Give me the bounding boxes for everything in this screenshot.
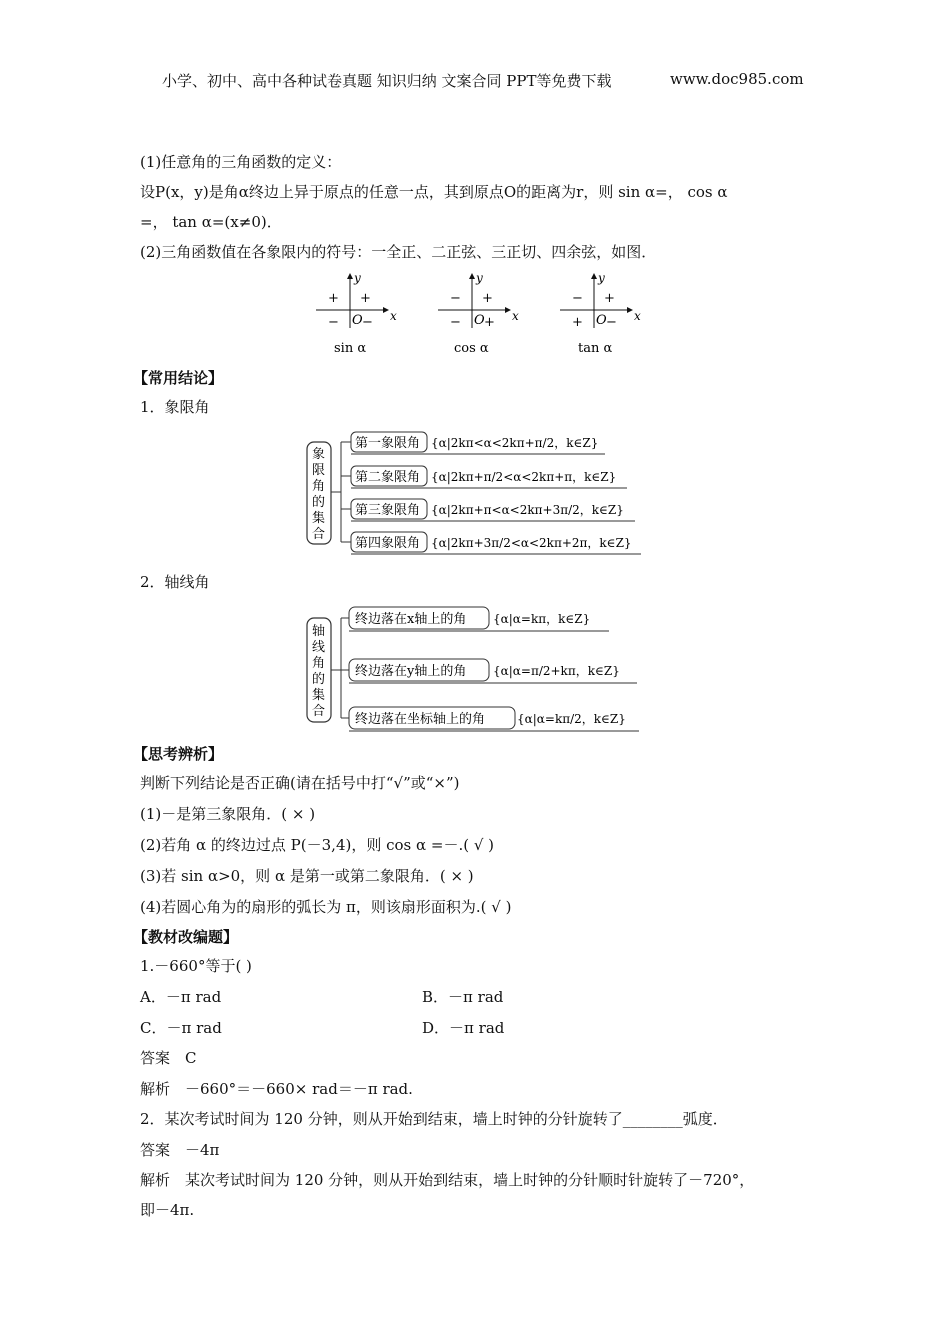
svg-text:终边落在坐标轴上的角: 终边落在坐标轴上的角 bbox=[355, 712, 486, 727]
thinking-item-4: (4)若圆心角为的扇形的弧长为 π，则该扇形面积为.( √ ) bbox=[140, 898, 512, 916]
answer-1: 答案 C bbox=[140, 1049, 197, 1067]
sin-q4: − bbox=[362, 315, 373, 330]
svg-text:第一象限角: 第一象限角 bbox=[355, 436, 421, 451]
common-item-1: 1．象限角 bbox=[140, 398, 210, 416]
sin-caption: sin α bbox=[334, 341, 367, 356]
thinking-item-3: (3)若 sin α>0，则 α 是第一或第二象限角．( × ) bbox=[140, 867, 474, 885]
option-c: C．－π rad bbox=[140, 1019, 222, 1037]
cos-x-label: x bbox=[512, 309, 519, 323]
thinking-item-1: (1)－是第三象限角．( × ) bbox=[140, 805, 316, 823]
svg-text:{α|2kπ+π<α<2kπ+3π/2，k∈Z}: {α|2kπ+π<α<2kπ+3π/2，k∈Z} bbox=[431, 503, 624, 517]
quadrant-row-3 bbox=[341, 499, 635, 521]
svg-text:{α|2kπ+π/2<α<2kπ+π，k∈Z}: {α|2kπ+π/2<α<2kπ+π，k∈Z} bbox=[431, 470, 617, 484]
svg-text:第三象限角: 第三象限角 bbox=[355, 503, 421, 518]
common-item-2: 2．轴线角 bbox=[140, 573, 210, 591]
header-text: 小学、初中、高中各种试卷真题 知识归纳 文案合同 PPT等免费下载 bbox=[162, 72, 612, 90]
svg-text:角: 角 bbox=[312, 479, 326, 494]
svg-text:限: 限 bbox=[312, 463, 326, 478]
definition-line-1: (1)任意角的三角函数的定义： bbox=[140, 153, 342, 171]
tan-q3: + bbox=[572, 315, 583, 330]
solution-2-line-1: 解析 某次考试时间为 120 分钟，则从开始到结束，墙上时钟的分针顺时针旋转了－720°， bbox=[140, 1171, 755, 1189]
cos-origin-label: O bbox=[474, 313, 485, 328]
quadrant-row-4 bbox=[341, 532, 641, 554]
svg-text:{α|2kπ+3π/2<α<2kπ+2π，k∈Z}: {α|2kπ+3π/2<α<2kπ+2π，k∈Z} bbox=[431, 536, 632, 550]
sin-origin-label: O bbox=[352, 313, 363, 328]
svg-text:线: 线 bbox=[312, 640, 326, 655]
tan-q4: − bbox=[606, 315, 617, 330]
tan-q1: + bbox=[604, 291, 615, 306]
answer-2: 答案 －4π bbox=[140, 1141, 220, 1159]
definition-line-2: 设P(x，y)是角α终边上异于原点的任意一点，其到原点O的距离为r，则 sin α=， cos α bbox=[140, 183, 728, 201]
textbook-q2: 2．某次考试时间为 120 分钟，则从开始到结束，墙上时钟的分针旋转了________弧度． bbox=[140, 1110, 728, 1128]
quadrant-row-2 bbox=[341, 466, 627, 488]
svg-text:终边落在y轴上的角: 终边落在y轴上的角 bbox=[355, 664, 467, 679]
sin-y-label: y bbox=[354, 271, 361, 285]
svg-text:{α|α=kπ/2，k∈Z}: {α|α=kπ/2，k∈Z} bbox=[517, 712, 626, 726]
svg-text:集: 集 bbox=[312, 511, 326, 526]
svg-text:集: 集 bbox=[312, 688, 326, 703]
tan-sign-figure bbox=[560, 271, 641, 356]
tan-caption: tan α bbox=[578, 341, 613, 356]
thinking-item-2: (2)若角 α 的终边过点 P(－3,4)，则 cos α =－.( √ ) bbox=[140, 836, 495, 854]
svg-text:第四象限角: 第四象限角 bbox=[355, 536, 421, 551]
svg-text:的: 的 bbox=[312, 672, 326, 687]
quadrant-row-1 bbox=[341, 432, 605, 454]
axis-row-3 bbox=[341, 707, 639, 731]
cos-y-label: y bbox=[476, 271, 483, 285]
option-b: B．－π rad bbox=[422, 988, 504, 1006]
sin-q3: − bbox=[328, 315, 339, 330]
cos-q2: − bbox=[450, 291, 461, 306]
cos-q4: + bbox=[484, 315, 495, 330]
axis-set-diagram bbox=[305, 598, 650, 736]
svg-text:{α|α=π/2+kπ，k∈Z}: {α|α=π/2+kπ，k∈Z} bbox=[493, 664, 620, 678]
svg-text:终边落在x轴上的角: 终边落在x轴上的角 bbox=[355, 612, 467, 627]
quadrant-set-diagram bbox=[305, 424, 650, 560]
solution-2-line-2: 即－4π. bbox=[140, 1201, 195, 1219]
tan-x-label: x bbox=[634, 309, 641, 323]
cos-q3: − bbox=[450, 315, 461, 330]
definition-line-3: =， tan α=(x≠0)． bbox=[140, 213, 282, 231]
thinking-intro: 判断下列结论是否正确(请在括号中打“√”或“×”) bbox=[140, 774, 460, 792]
svg-text:象: 象 bbox=[312, 447, 326, 462]
option-d: D．－π rad bbox=[422, 1019, 505, 1037]
svg-text:合: 合 bbox=[312, 704, 326, 719]
cos-sign-figure bbox=[438, 271, 519, 356]
axis-row-2 bbox=[341, 659, 637, 683]
textbook-q1: 1.－660°等于( ) bbox=[140, 957, 252, 975]
svg-text:的: 的 bbox=[312, 495, 326, 510]
axis-row-1 bbox=[341, 607, 609, 631]
definition-line-4: (2)三角函数值在各象限内的符号：一全正、二正弦、三正切、四余弦，如图． bbox=[140, 243, 657, 261]
sin-q1: + bbox=[360, 291, 371, 306]
thinking-heading: 【思考辨析】 bbox=[133, 745, 224, 763]
sign-figures bbox=[300, 268, 660, 360]
tan-origin-label: O bbox=[596, 313, 607, 328]
sin-sign-figure bbox=[316, 271, 397, 356]
svg-text:轴: 轴 bbox=[312, 624, 326, 639]
svg-text:{α|α=kπ，k∈Z}: {α|α=kπ，k∈Z} bbox=[493, 612, 591, 626]
header-url[interactable]: www.doc985.com bbox=[670, 70, 804, 88]
svg-text:合: 合 bbox=[312, 527, 326, 542]
svg-text:第二象限角: 第二象限角 bbox=[355, 470, 421, 485]
cos-q1: + bbox=[482, 291, 493, 306]
option-a: A．－π rad bbox=[140, 988, 222, 1006]
sin-x-label: x bbox=[390, 309, 397, 323]
quadrant-side-label bbox=[312, 447, 325, 542]
svg-text:角: 角 bbox=[312, 656, 326, 671]
svg-text:{α|2kπ<α<2kπ+π/2，k∈Z}: {α|2kπ<α<2kπ+π/2，k∈Z} bbox=[431, 436, 599, 450]
common-heading: 【常用结论】 bbox=[133, 369, 224, 387]
sin-q2: + bbox=[328, 291, 339, 306]
tan-y-label: y bbox=[598, 271, 605, 285]
solution-1: 解析 －660°＝－660× rad＝－π rad. bbox=[140, 1080, 413, 1098]
textbook-heading: 【教材改编题】 bbox=[133, 928, 239, 946]
tan-q2: − bbox=[572, 291, 583, 306]
cos-caption: cos α bbox=[454, 341, 489, 356]
